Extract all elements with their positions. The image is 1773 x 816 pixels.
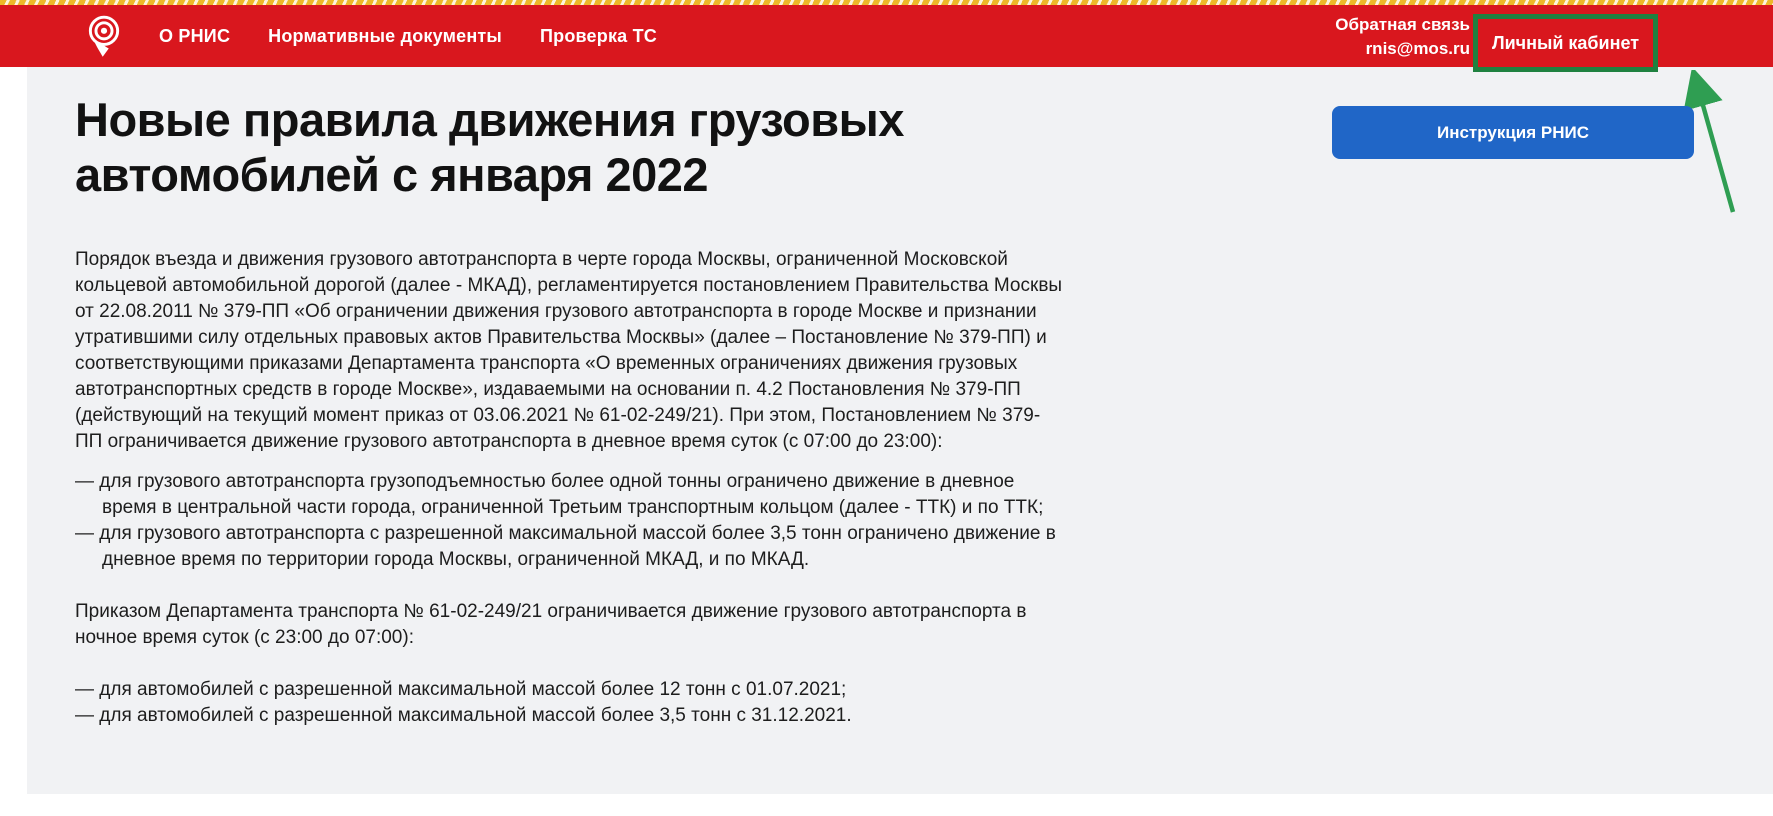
nav-item-normative-documents[interactable]: Нормативные документы: [268, 25, 502, 46]
article-body: [75, 247, 1067, 729]
list-item: — для грузового автотранспорта грузоподъемностью более одной тонны ограничено движение в дневное время в центральной части города, ограниченной Третьим транспортным кольцом (далее - ТТК) и по ТТК;: [75, 470, 1044, 518]
feedback-link[interactable]: [1335, 13, 1470, 61]
page-title-line-2: автомобилей с января 2022: [75, 147, 709, 201]
page-title: [75, 93, 1115, 203]
feedback-label: Обратная связь: [1335, 15, 1470, 34]
account-button[interactable]: Личный кабинет: [1491, 32, 1640, 53]
night-intro-paragraph: Приказом Департамента транспорта № 61-02-249/21 ограничивается движение грузового автотранспорта в ночное время суток (с 23:00 до 07:00):: [75, 600, 1027, 648]
main-content: [0, 67, 1773, 729]
nav-item-about-rnis[interactable]: О РНИС: [159, 25, 231, 46]
page-title-line-1: Новые правила движения грузовых: [75, 93, 904, 146]
list-item: — для грузового автотранспорта с разрешенной максимальной массой более 3,5 тонн ограничено движение в дневное время по территории города Москвы, ограниченной МКАД, и по МКАД.: [75, 522, 1056, 570]
annotation-highlight-box: [1473, 14, 1658, 72]
rnis-logo-icon[interactable]: [85, 13, 123, 59]
nav-item-vehicle-check[interactable]: Проверка ТС: [540, 25, 657, 46]
list-item: — для автомобилей с разрешенной максимальной массой более 12 тонн с 01.07.2021;: [75, 678, 847, 700]
main-nav: [159, 26, 657, 47]
header: [0, 5, 1773, 67]
list-item: — для автомобилей с разрешенной максимальной массой более 3,5 тонн с 31.12.2021.: [75, 704, 852, 726]
daytime-rules-list: [75, 469, 1067, 573]
feedback-email: rnis@mos.ru: [1365, 38, 1470, 58]
left-page-edge: [0, 67, 27, 816]
night-rules-list: [75, 677, 1067, 729]
intro-paragraph: Порядок въезда и движения грузового автотранспорта в черте города Москвы, ограниченной Московской кольцевой автомобильной дорогой (далее - МКАД), регламентируется постановлением Правительства Москвы от 22.08.2011 № 379-ПП «Об ограничении движения грузового автотранспорта в городе Москве и признании утратившими силу отдельных правовых актов Правительства Москвы» (далее – Постановление № 379-ПП) и соответствующими приказами Департамента транспорта «О временных ограничениях движения грузовых автотранспортных средств в городе Москве», издаваемыми на основании п. 4.2 Постановления № 379-ПП (действующий на текущий момент приказ от 03.06.2021 № 61-02-249/21). При этом, Постановлением № 379-ПП ограничивается движение грузового автотранспорта в дневное время суток (с 07:00 до 23:00):: [75, 248, 1063, 452]
bottom-page-edge: [0, 794, 1773, 816]
rnis-instruction-button[interactable]: Инструкция РНИС: [1332, 106, 1694, 159]
